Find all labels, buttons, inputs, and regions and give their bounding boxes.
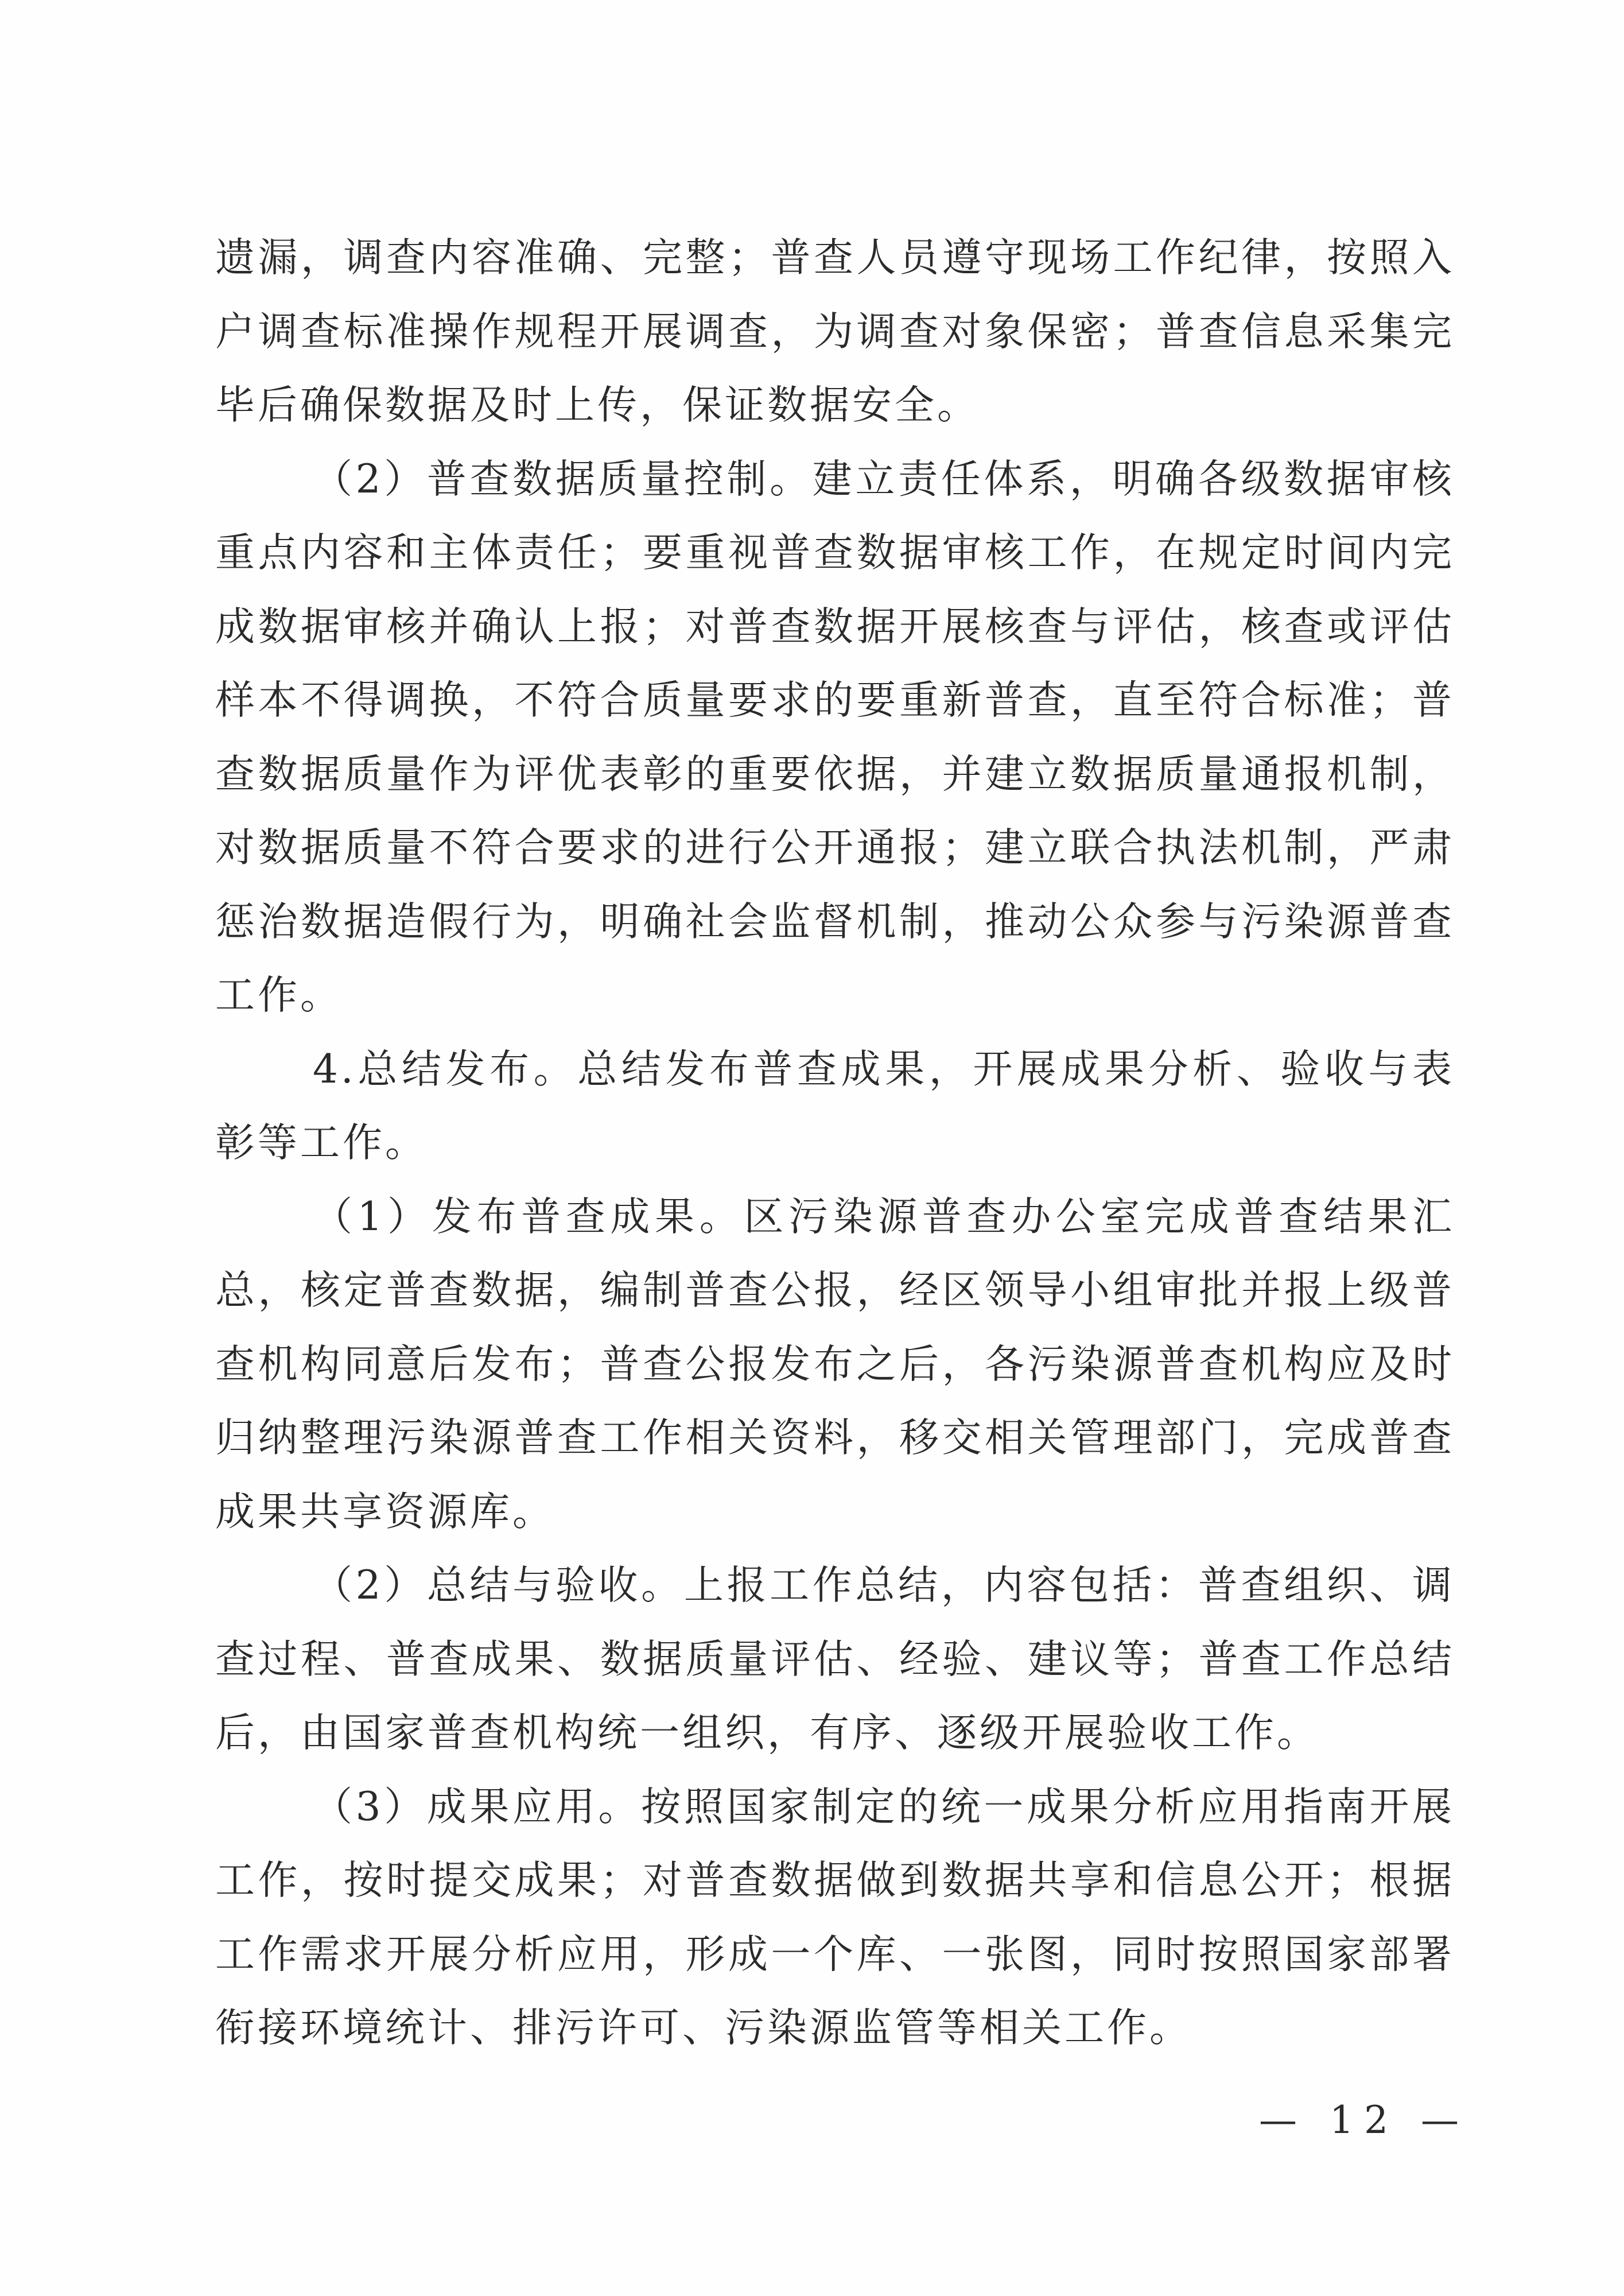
paragraph-5: （2）总结与验收。上报工作总结，内容包括：普查组织、调查过程、普查成果、数据质量评估、经验、建议等；普查工作总结后，由国家普查机构统一组织，有序、逐级开展验收工作。 [215, 1562, 1455, 1756]
paragraph-3: 4.总结发布。总结发布普查成果，开展成果分析、验收与表彰等工作。 [215, 1046, 1455, 1166]
paragraph-4: （1）发布普查成果。区污染源普查办公室完成普查结果汇总，核定普查数据，编制普查公报，经区领导小组审批并报上级普查机构同意后发布；普查公报发布之后，各污染源普查机构应及时归纳整理污染源普查工作相关资料，移交相关管理部门，完成普查成果共享资源库。 [215, 1193, 1455, 1535]
paragraph-2: （2）普查数据质量控制。建立责任体系，明确各级数据审核重点内容和主体责任；要重视普查数据审核工作，在规定时间内完成数据审核并确认上报；对普查数据开展核查与评估，核查或评估样本不得调换，不符合质量要求的要重新普查，直至符合标准；普查数据质量作为评优表彰的重要依据，并建立数据质量通报机制，对数据质量不符合要求的进行公开通报；建立联合执法机制，严肃惩治数据造假行为，明确社会监督机制，推动公众参与污染源普查工作。 [215, 456, 1455, 1018]
page-number: — 12 — [1259, 2098, 1469, 2142]
paragraph-6: （3）成果应用。按照国家制定的统一成果分析应用指南开展工作，按时提交成果；对普查数据做到数据共享和信息公开；根据工作需求开展分析应用，形成一个库、一张图，同时按照国家部署衔接环境统计、排污许可、污染源监管等相关工作。 [215, 1783, 1455, 2051]
body-text [215, 221, 1455, 2065]
paragraph-1: 遗漏，调查内容准确、完整；普查人员遵守现场工作纪律，按照入户调查标准操作规程开展调查，为调查对象保密；普查信息采集完毕后确保数据及时上传，保证数据安全。 [215, 235, 1455, 428]
